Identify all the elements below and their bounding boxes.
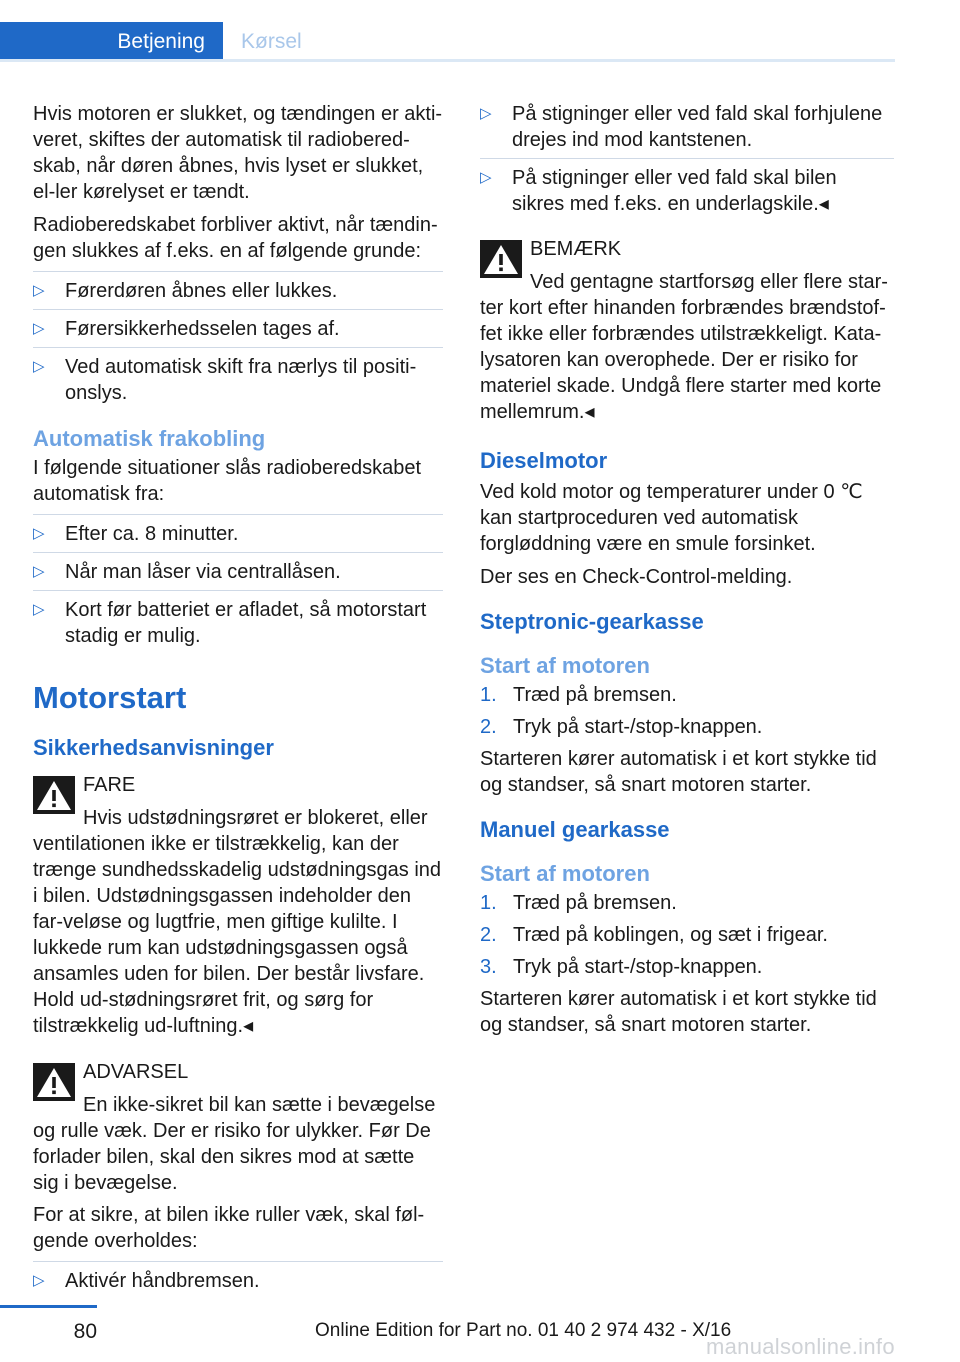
footer-rule [0, 1305, 97, 1308]
list-item: ▷ På stigninger eller ved fald skal forhjulene drejes ind mod kantstenen. [480, 101, 894, 159]
bullet-list [33, 1261, 443, 1299]
header-rule [0, 59, 895, 62]
list-item: 1. Træd på bremsen. [480, 684, 677, 706]
warning-text: ventilationen ikke er tilstrækkelig, kan der trænge sundhedsskadelig udstødningsgas ind i bilen. Udstødningsgassen indeholder den far-veløse og lugtfrie, men giftige kulilte. I lukkede rum kan udstødningsgassen også ansamles uden for bilen. Der består livsfare. Hold ud-stødningsrøret frit, og sørg for tilstrækkelig ud-luftning.◂ [33, 833, 442, 1037]
page-number: 80 [73, 1320, 97, 1343]
paragraph: Radioberedskabet forbliver aktivt, når tændin-gen slukkes af f.eks. en af følgende grunde: [33, 214, 438, 262]
warning-triangle-icon [33, 776, 75, 814]
list-item: 3. Tryk på start-/stop-knappen. [480, 956, 763, 978]
list-item: ▷ Aktivér håndbremsen. [33, 1270, 260, 1292]
subheading-start-engine: Start af motoren [480, 861, 650, 886]
warning-box-caution [33, 1059, 443, 1196]
paragraph: Starteren kører automatisk i et kort stykke tid og standser, så snart motoren starter. [480, 988, 877, 1036]
paragraph: I følgende situationer slås radioberedskabet automatisk fra: [33, 457, 422, 505]
section-heading-safety: Sikkerhedsanvisninger [33, 735, 274, 760]
bullet-triangle-icon: ▷ [33, 358, 45, 375]
list-item: ▷ Ved automatisk skift fra nærlys til positi-onslys. [33, 356, 417, 404]
section-heading-steptronic: Steptronic-gearkasse [480, 609, 704, 634]
list-item: ▷ På stigninger eller ved fald skal bilen sikres med f.eks. en underlagskile.◂ [480, 167, 837, 215]
warning-triangle-icon [480, 240, 522, 278]
list-item: ▷ Efter ca. 8 minutter. [33, 521, 443, 553]
warning-label: ADVARSEL [83, 1061, 189, 1083]
list-item: ▷ Førerdøren åbnes eller lukkes. [33, 278, 443, 310]
numbered-list [480, 890, 894, 980]
list-item: 1. Træd på bremsen. [480, 892, 677, 914]
watermark: manualsonline.info [706, 1334, 895, 1359]
bullet-triangle-icon: ▷ [480, 105, 492, 122]
left-column [33, 101, 443, 1305]
warning-label: FARE [83, 774, 136, 796]
list-item: 2. Træd på koblingen, og sæt i frigear. [480, 924, 828, 946]
warning-box-notice [480, 236, 894, 425]
bullet-list [33, 271, 443, 411]
list-item: ▷ Førersikkerhedsselen tages af. [33, 316, 443, 348]
warning-text: og rulle væk. Der er risiko for ulykker. Før De forlader bilen, skal den sikres mod at sætte sig i bevægelse. [33, 1120, 431, 1194]
warning-text: Hvis udstødningsrøret er blokeret, eller [83, 807, 428, 829]
bullet-triangle-icon: ▷ [33, 282, 45, 299]
edition-note: Online Edition for Part no. 01 40 2 974 432 - X/16 [315, 1320, 732, 1341]
tab-korsel[interactable]: Kørsel [241, 30, 302, 53]
bullet-triangle-icon: ▷ [33, 563, 45, 580]
section-heading-manual: Manuel gearkasse [480, 817, 670, 842]
numbered-list [480, 682, 894, 740]
paragraph: Der ses en Check-Control-melding. [480, 566, 793, 588]
warning-triangle-icon [33, 1063, 75, 1101]
section-heading-diesel: Dieselmotor [480, 448, 608, 473]
bullet-triangle-icon: ▷ [33, 601, 45, 618]
bullet-triangle-icon: ▷ [33, 320, 45, 337]
bullet-triangle-icon: ▷ [480, 169, 492, 186]
bullet-triangle-icon: ▷ [33, 1272, 45, 1289]
paragraph: For at sikre, at bilen ikke ruller væk, skal føl-gende overholdes: [33, 1204, 425, 1252]
warning-box-danger [33, 772, 443, 1039]
chapter-title: Motorstart [33, 680, 187, 715]
list-item: ▷ Kort før batteriet er afladet, så motorstart stadig er mulig. [33, 599, 427, 647]
paragraph: Hvis motoren er slukket, og tændingen er akti-veret, skiftes der automatisk til radiobered-skab, når døren åbnes, hvis lyset er slukket, el-ler kørelyset er tændt. [33, 103, 443, 203]
header-tabs [0, 0, 895, 62]
list-item: ▷ Når man låser via centrallåsen. [33, 559, 443, 591]
warning-text: En ikke-sikret bil kan sætte i bevægelse [83, 1094, 436, 1116]
tab-betjening[interactable]: Betjening [0, 22, 223, 62]
bullet-triangle-icon: ▷ [33, 525, 45, 542]
bullet-list [33, 514, 443, 654]
warning-text: ter kort efter hinanden forbrændes brændstof-fet ikke eller forbrændes utilstrækkeligt. Kata-lysatoren kan overophede. Der er risiko for materiel skade. Undgå flere starter med korte mellemrum.◂ [480, 297, 886, 423]
list-item: 2. Tryk på start-/stop-knappen. [480, 716, 763, 738]
subheading-automatic-shutoff: Automatisk frakobling [33, 426, 266, 451]
right-column [480, 101, 894, 1045]
paragraph: Starteren kører automatisk i et kort stykke tid og standser, så snart motoren starter. [480, 748, 877, 796]
warning-text: Ved gentagne startforsøg eller flere star- [530, 271, 888, 293]
subheading-start-engine: Start af motoren [480, 653, 650, 678]
paragraph: Ved kold motor og temperaturer under 0 ℃ kan startproceduren ved automatisk forgløddning være en smule forsinket. [480, 481, 863, 555]
bullet-list [480, 101, 894, 222]
warning-label: BEMÆRK [530, 238, 622, 260]
